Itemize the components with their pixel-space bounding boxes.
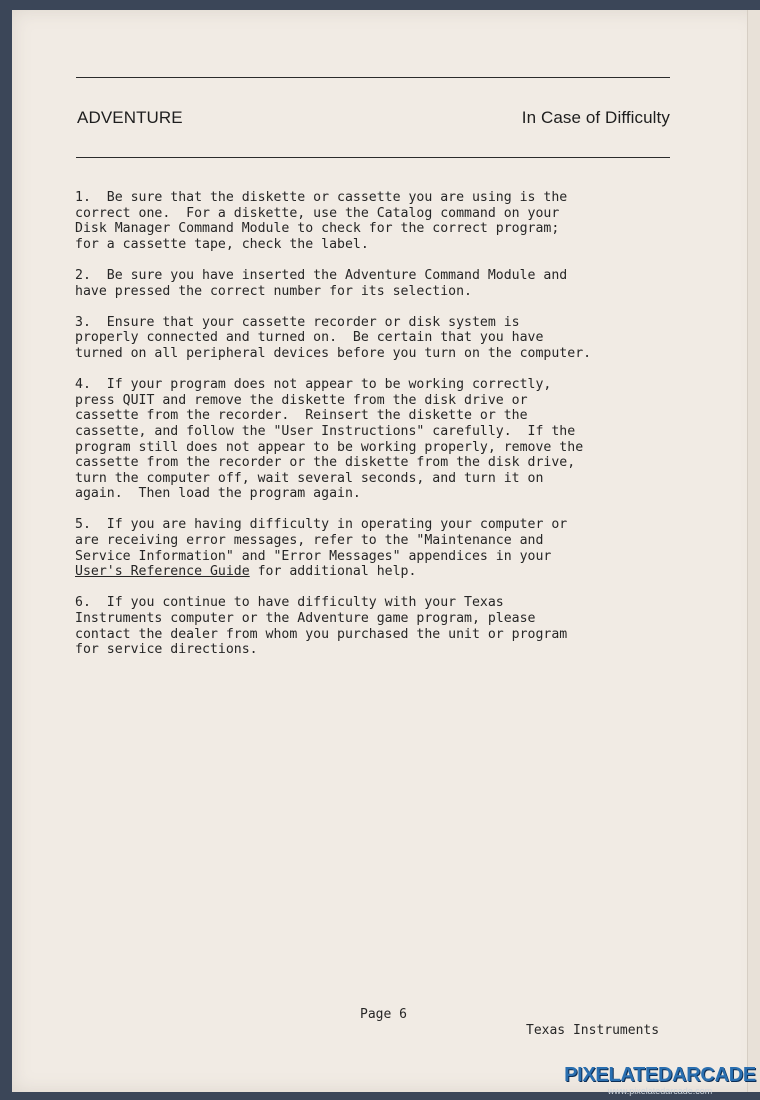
chapter-title: In Case of Difficulty — [521, 108, 670, 127]
text-line: again. Then load the program again. — [75, 486, 361, 502]
text-line: 5. If you are having difficulty in operating your computer or — [75, 517, 568, 533]
text-line: Disk Manager Command Module to check for the correct program; — [75, 221, 560, 237]
text-line: 1. Be sure that the diskette or cassette you are using is the — [75, 190, 568, 205]
text-line: Service Information" and "Error Messages" appendices in your — [75, 548, 552, 564]
text-line: 4. If your program does not appear to be working correctly, — [75, 377, 552, 393]
text-line: have pressed the correct number for its selection. — [75, 283, 472, 299]
reference-guide-title: User's Reference Guide — [75, 564, 250, 580]
text-line: turn the computer off, wait several seconds, and turn it on — [75, 470, 544, 486]
text-line: 2. Be sure you have inserted the Adventure Command Module and — [75, 267, 568, 283]
paragraph-1 — [75, 190, 695, 252]
text-line: cassette, and follow the "User Instructions" carefully. If the — [75, 423, 576, 439]
watermark-logo — [560, 1064, 760, 1096]
section-title: ADVENTURE — [77, 108, 183, 127]
footer-brand: Texas Instruments — [526, 1023, 660, 1038]
header-top-rule — [76, 77, 670, 78]
paragraph-5 — [75, 517, 695, 579]
text-line: for additional help. — [249, 564, 417, 580]
paragraph-6 — [75, 595, 695, 657]
text-line: for a cassette tape, check the label. — [75, 236, 369, 252]
page-number: Page 6 — [360, 1007, 407, 1022]
text-line: 3. Ensure that your cassette recorder or disk system is — [75, 314, 520, 330]
body-text — [75, 190, 695, 673]
paragraph-3 — [75, 315, 695, 362]
text-line: Instruments computer or the Adventure game program, please — [75, 611, 536, 627]
page-edge — [747, 10, 760, 1092]
text-line: program still does not appear to be working properly, remove the — [75, 439, 584, 455]
header-bottom-rule — [76, 157, 670, 158]
text-line: properly connected and turned on. Be certain that you have — [75, 330, 544, 346]
text-line: cassette from the recorder or the diskette from the disk drive, — [75, 455, 576, 471]
paragraph-4 — [75, 377, 695, 502]
text-line: turned on all peripheral devices before you turn on the computer. — [75, 345, 592, 361]
text-line: contact the dealer from whom you purchased the unit or program — [75, 626, 568, 642]
text-line: for service directions. — [75, 642, 258, 658]
text-line: press QUIT and remove the diskette from the disk drive or — [75, 392, 528, 408]
text-line: 6. If you continue to have difficulty with your Texas — [75, 595, 504, 611]
text-line: correct one. For a diskette, use the Catalog command on your — [75, 205, 560, 221]
text-line: are receiving error messages, refer to the "Maintenance and — [75, 533, 544, 549]
paragraph-2 — [75, 268, 695, 299]
text-line: cassette from the recorder. Reinsert the diskette or the — [75, 408, 528, 424]
watermark-url: www.pixelatedarcade.com — [607, 1086, 713, 1096]
watermark-name: PIXELATEDARCADE — [564, 1064, 756, 1086]
